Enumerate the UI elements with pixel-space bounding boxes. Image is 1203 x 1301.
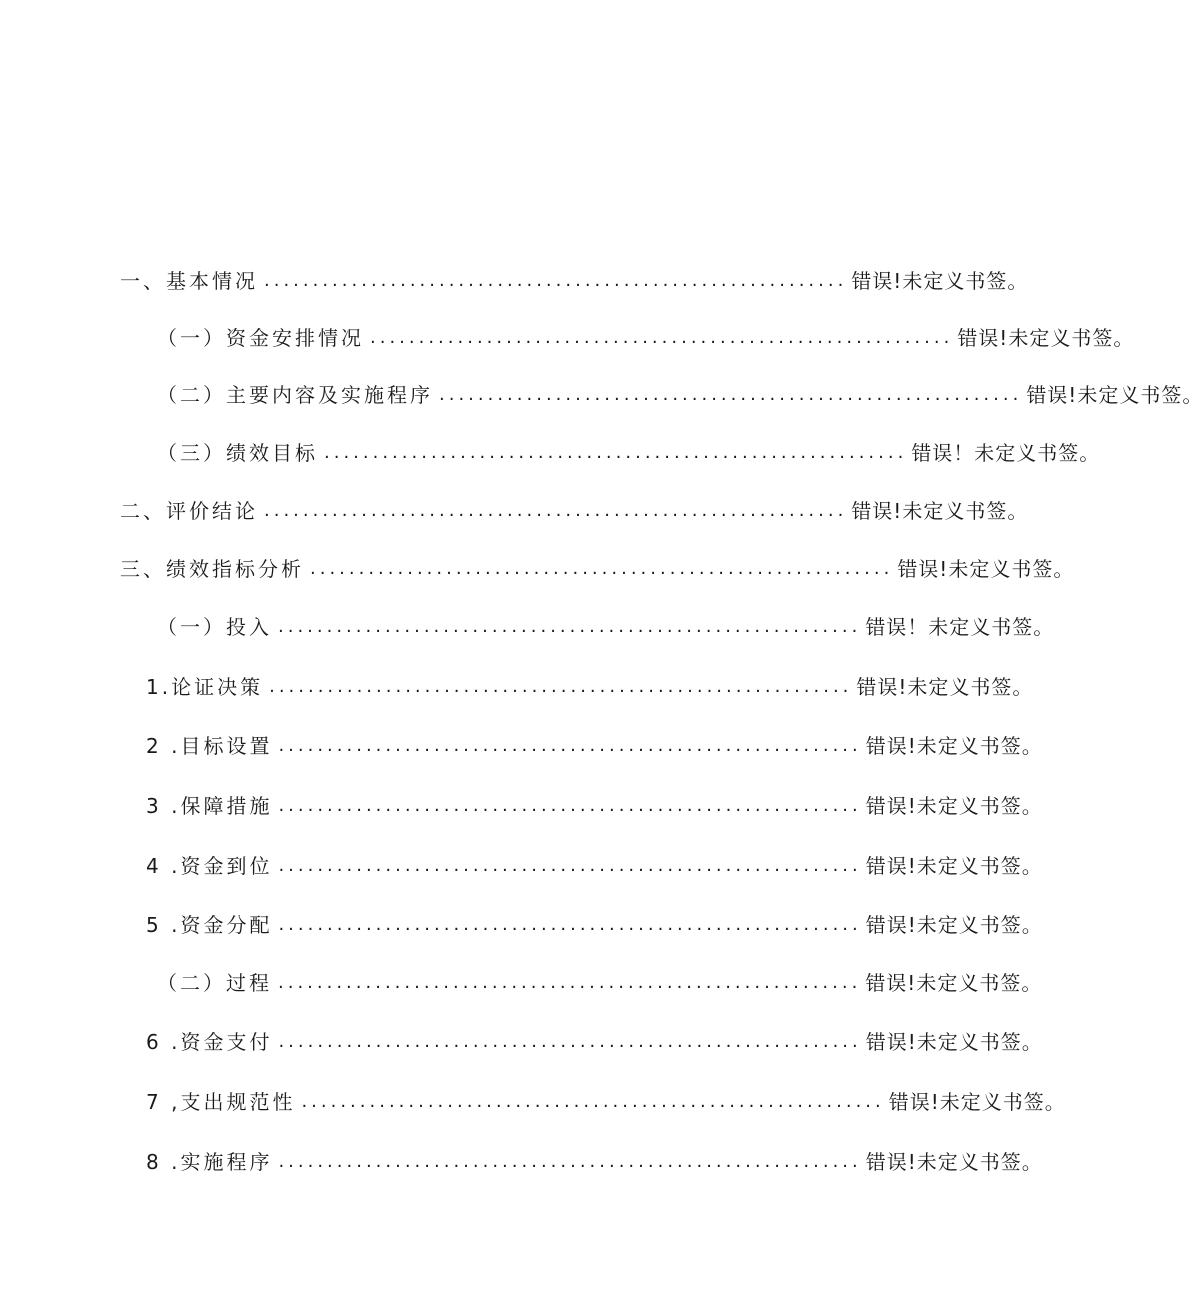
toc-entry-title: 7 ,支出规范性 — [146, 1090, 296, 1114]
toc-entry-performance-goals[interactable] — [157, 436, 1101, 470]
toc-entry-decision-argument[interactable] — [146, 670, 1034, 704]
toc-entry-title: 5 .资金分配 — [146, 913, 273, 937]
toc-page-ref: 错误!未定义书签。 — [865, 1030, 1043, 1054]
toc-dot-leader: ............................................................ — [264, 270, 848, 291]
toc-dot-leader: ............................................................ — [278, 735, 862, 756]
toc-entry-input[interactable] — [157, 610, 1055, 644]
toc-page-ref: 错误!未定义书签。 — [865, 1150, 1043, 1174]
toc-entry-title: （三）绩效目标 — [157, 441, 318, 465]
toc-entry-evaluation-conclusion[interactable] — [120, 494, 1029, 528]
toc-dot-leader: ............................................................ — [278, 1031, 862, 1052]
toc-page-ref: 错误!未定义书签。 — [1026, 383, 1203, 407]
toc-entry-title: （一）资金安排情况 — [157, 326, 364, 350]
toc-entry-title: 6 .资金支付 — [146, 1030, 273, 1054]
toc-dot-leader: ............................................................ — [278, 616, 862, 637]
toc-entry-basic-situation[interactable] — [120, 264, 1029, 298]
toc-entry-funds-in-place[interactable] — [146, 849, 1043, 883]
toc-dot-leader: ............................................................ — [301, 1091, 885, 1112]
toc-dot-leader: ............................................................ — [269, 676, 853, 697]
toc-page-ref: 错误!未定义书签。 — [865, 734, 1043, 758]
toc-dot-leader: ............................................................ — [278, 795, 862, 816]
toc-page-ref: 错误！未定义书签。 — [911, 441, 1101, 465]
toc-entry-main-content[interactable] — [157, 378, 1203, 412]
toc-entry-title: 2 .目标设置 — [146, 734, 273, 758]
toc-page-ref: 错误!未定义书签。 — [865, 971, 1043, 995]
toc-dot-leader: ............................................................ — [370, 327, 954, 348]
toc-dot-leader: ............................................................ — [278, 1151, 862, 1172]
toc-page-ref: 错误!未定义书签。 — [856, 675, 1034, 699]
toc-dot-leader: ............................................................ — [439, 384, 1023, 405]
toc-entry-title: 3 .保障措施 — [146, 794, 273, 818]
toc-entry-funding-arrangement[interactable] — [157, 321, 1135, 355]
toc-page-ref: 错误!未定义书签。 — [897, 557, 1075, 581]
toc-entry-goal-setting[interactable] — [146, 729, 1043, 763]
toc-entry-title: （一）投入 — [157, 615, 272, 639]
toc-dot-leader: ............................................................ — [324, 442, 908, 463]
toc-entry-title: 1.论证决策 — [146, 675, 264, 699]
toc-page-ref: 错误!未定义书签。 — [888, 1090, 1066, 1114]
toc-entry-title: 4 .资金到位 — [146, 854, 273, 878]
toc-entry-title: 8 .实施程序 — [146, 1150, 273, 1174]
toc-entry-indicator-analysis[interactable] — [120, 552, 1075, 586]
toc-page-ref: 错误!未定义书签。 — [865, 854, 1043, 878]
toc-entry-title: 三、绩效指标分析 — [120, 557, 304, 581]
toc-dot-leader: ............................................................ — [310, 558, 894, 579]
toc-dot-leader: ............................................................ — [264, 500, 848, 521]
toc-entry-title: 二、评价结论 — [120, 499, 258, 523]
toc-entry-title: （二）过程 — [157, 971, 272, 995]
toc-entry-funds-payment[interactable] — [146, 1025, 1043, 1059]
toc-page-ref: 错误!未定义书签。 — [851, 269, 1029, 293]
toc-entry-title: 一、基本情况 — [120, 269, 258, 293]
toc-page-ref: 错误!未定义书签。 — [865, 913, 1043, 937]
toc-page-ref: 错误!未定义书签。 — [957, 326, 1135, 350]
toc-dot-leader: ............................................................ — [278, 914, 862, 935]
toc-entry-implementation-procedure[interactable] — [146, 1145, 1043, 1179]
toc-page-ref: 错误！未定义书签。 — [865, 615, 1055, 639]
toc-page-ref: 错误!未定义书签。 — [851, 499, 1029, 523]
toc-entry-title: （二）主要内容及实施程序 — [157, 383, 433, 407]
toc-entry-funds-allocation[interactable] — [146, 908, 1043, 942]
toc-dot-leader: ............................................................ — [278, 855, 862, 876]
toc-page-ref: 错误!未定义书签。 — [865, 794, 1043, 818]
toc-entry-safeguard-measures[interactable] — [146, 789, 1043, 823]
toc-entry-process[interactable] — [157, 966, 1043, 1000]
toc-dot-leader: ............................................................ — [278, 972, 862, 993]
toc-entry-expenditure-compliance[interactable] — [146, 1085, 1066, 1119]
